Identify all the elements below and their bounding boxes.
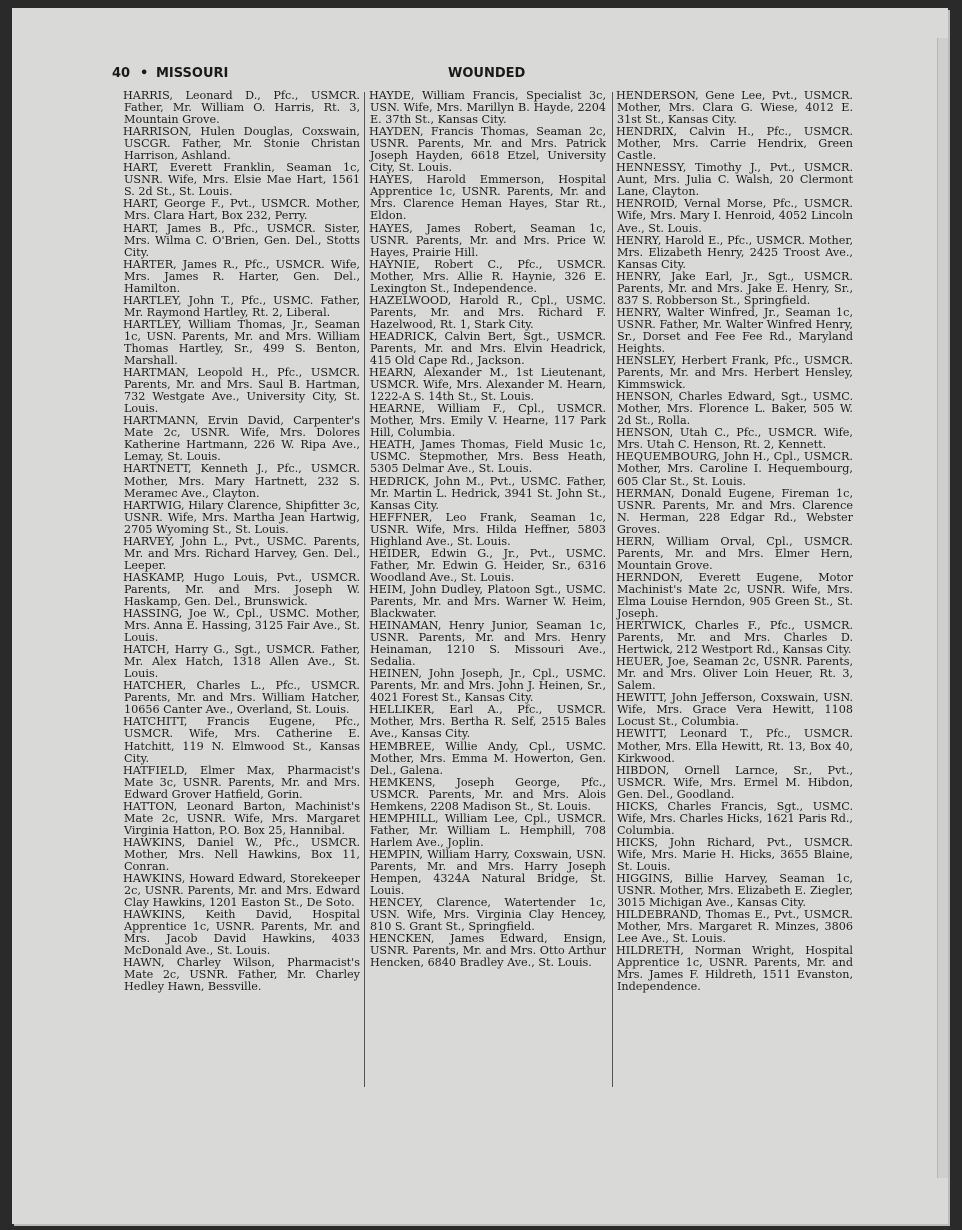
list-item: HEQUEMBOURG, John H., Cpl., USMCR. Mother, Mrs. Caroline I. Hequembourg, 605 Clar St., St. Louis.	[616, 450, 853, 488]
list-item: HILDRETH, Norman Wright, Hospital Apprentice 1c, USNR. Parents, Mr. and Mrs. James F. Hildreth, 1511 Evanston, Independence.	[616, 944, 853, 994]
list-item: HAWKINS, Daniel W., Pfc., USMCR. Mother, Mrs. Nell Hawkins, Box 11, Conran.	[123, 835, 360, 873]
list-item: HEMKENS, Joseph George, Pfc., USMCR. Parents, Mr. and Mrs. Alois Hemkens, 2208 Madison St., St. Louis.	[369, 775, 606, 813]
list-item: HICKS, Charles Francis, Sgt., USMC. Wife, Mrs. Charles Hicks, 1621 Paris Rd., Columbia.	[616, 799, 853, 837]
list-item: HATCHER, Charles L., Pfc., USMCR. Parents, Mr. and Mrs. William Hatcher, 10656 Canter Ave., Overland, St. Louis.	[123, 679, 360, 717]
list-item: HEINEN, John Joseph, Jr., Cpl., USMC. Parents, Mr. and Mrs. John J. Heinen, Sr., 4021 Forest St., Kansas City.	[369, 667, 606, 705]
list-item: HEADRICK, Calvin Bert, Sgt., USMCR. Parents, Mr. and Mrs. Elvin Headrick, 415 Old Cape Rd., Jackson.	[369, 329, 606, 368]
list-item: HEMPHILL, William Lee, Cpl., USMCR. Father, Mr. William L. Hemphill, 708 Harlem Ave., Joplin.	[369, 811, 606, 849]
list-item: HARRIS, Leonard D., Pfc., USMCR. Father, Mr. William O. Harris, Rt. 3, Mountain Grove.	[123, 89, 360, 127]
column-3	[617, 90, 853, 994]
list-item: HEMBREE, Willie Andy, Cpl., USMC. Mother, Mrs. Emma M. Howerton, Gen. Del., Galena.	[369, 739, 606, 777]
list-item: HENNESSY, Timothy J., Pvt., USMCR. Aunt, Mrs. Julia C. Walsh, 20 Clermont Lane, Clayton.	[616, 161, 853, 199]
list-item: HATTON, Leonard Barton, Machinist's Mate 2c, USNR. Wife, Mrs. Margaret Virginia Hatton, P.O. Box 25, Hannibal.	[123, 799, 360, 837]
column-divider	[612, 92, 613, 1087]
list-item: HICKS, John Richard, Pvt., USMCR. Wife, Mrs. Marie H. Hicks, 3655 Blaine, St. Louis.	[616, 835, 853, 873]
list-item: HENSON, Utah C., Pfc., USMCR. Wife, Mrs. Utah C. Henson, Rt. 2, Kennett.	[616, 426, 853, 452]
list-item: HARTMANN, Ervin David, Carpenter's Mate 2c, USNR. Wife, Mrs. Dolores Katherine Hartmann, 226 W. Ripa Ave., Lemay, St. Louis.	[123, 414, 360, 464]
list-item: HENRY, Walter Winfred, Jr., Seaman 1c, USNR. Father, Mr. Walter Winfred Henry, Sr., Dorset and Fee Fee Rd., Maryland Heights.	[616, 305, 853, 355]
list-item: HEUER, Joe, Seaman 2c, USNR. Parents, Mr. and Mrs. Oliver Loin Heuer, Rt. 3, Salem.	[616, 655, 853, 693]
column-divider	[364, 92, 365, 1087]
list-item: HAWKINS, Howard Edward, Storekeeper 2c, USNR. Parents, Mr. and Mrs. Edward Clay Hawkins, 1201 Easton St., De Soto.	[123, 872, 360, 910]
list-item: HENCKEN, James Edward, Ensign, USNR. Parents, Mr. and Mrs. Otto Arthur Hencken, 6840 Bradley Ave., St. Louis.	[369, 932, 606, 970]
header-section: WOUNDED	[448, 66, 526, 81]
list-item: HARVEY, John L., Pvt., USMC. Parents, Mr. and Mrs. Richard Harvey, Gen. Del., Leeper.	[123, 534, 360, 572]
list-item: HARTLEY, John T., Pfc., USMC. Father, Mr. Raymond Hartley, Rt. 2, Liberal.	[123, 293, 360, 319]
list-item: HENCEY, Clarence, Watertender 1c, USN. Wife, Mrs. Virginia Clay Hencey, 810 S. Grant St., Springfield.	[369, 896, 606, 934]
list-item: HERMAN, Donald Eugene, Fireman 1c, USNR. Parents, Mr. and Mrs. Clarence N. Herman, 228 Edgar Rd., Webster Groves.	[616, 486, 853, 536]
column-1	[124, 90, 360, 994]
list-item: HAYDE, William Francis, Specialist 3c, USN. Wife, Mrs. Marillyn B. Hayde, 2204 E. 37th St., Kansas City.	[369, 89, 606, 127]
list-item: HENDERSON, Gene Lee, Pvt., USMCR. Mother, Mrs. Clara G. Wiese, 4012 E. 31st St., Kansas City.	[616, 89, 853, 127]
list-item: HATFIELD, Elmer Max, Pharmacist's Mate 3c, USNR. Parents, Mr. and Mrs. Edward Grover Hatfield, Gorin.	[123, 763, 360, 801]
list-item: HATCHITT, Francis Eugene, Pfc., USMCR. Wife, Mrs. Catherine E. Hatchitt, 119 N. Elmwood St., Kansas City.	[123, 715, 360, 765]
list-item: HARTLEY, William Thomas, Jr., Seaman 1c, USN. Parents, Mr. and Mrs. William Thomas Hartley, Sr., 499 S. Benton, Marshall.	[123, 317, 360, 368]
list-item: HEWITT, Leonard T., Pfc., USMCR. Mother, Mrs. Ella Hewitt, Rt. 13, Box 40, Kirkwood.	[616, 727, 853, 765]
list-item: HEFFNER, Leo Frank, Seaman 1c, USNR. Wife, Mrs. Hilda Heffner, 5803 Highland Ave., St. Louis.	[369, 510, 606, 548]
list-item: HATCH, Harry G., Sgt., USMCR. Father, Mr. Alex Hatch, 1318 Allen Ave., St. Louis.	[123, 643, 360, 681]
list-item: HARTWIG, Hilary Clarence, Shipfitter 3c, USNR. Wife, Mrs. Martha Jean Hartwig, 2705 Wyoming St., St. Louis.	[123, 498, 360, 536]
list-item: HEIDER, Edwin G., Jr., Pvt., USMC. Father, Mr. Edwin G. Heider, Sr., 6316 Woodland Ave., St. Louis.	[369, 546, 606, 584]
list-item: HAYES, Harold Emmerson, Hospital Apprentice 1c, USNR. Parents, Mr. and Mrs. Clarence Heman Hayes, Star Rt., Eldon.	[369, 173, 606, 223]
list-item: HENRY, Jake Earl, Jr., Sgt., USMCR. Parents, Mr. and Mrs. Jake E. Henry, Sr., 837 S. Robberson St., Springfield.	[616, 269, 853, 307]
list-item: HEDRICK, John M., Pvt., USMC. Father, Mr. Martin L. Hedrick, 3941 St. John St., Kansas City.	[369, 474, 606, 512]
header-state: MISSOURI	[156, 66, 229, 81]
list-item: HENRY, Harold E., Pfc., USMCR. Mother, Mrs. Elizabeth Henry, 2425 Troost Ave., Kansas City.	[616, 233, 853, 271]
list-item: HERTWICK, Charles F., Pfc., USMCR. Parents, Mr. and Mrs. Charles D. Hertwick, 212 Westport Rd., Kansas City.	[616, 619, 853, 657]
list-item: HEIM, John Dudley, Platoon Sgt., USMC. Parents, Mr. and Mrs. Warner W. Heim, Blackwater.	[369, 582, 606, 621]
list-item: HEINAMAN, Henry Junior, Seaman 1c, USNR. Parents, Mr. and Mrs. Henry Heinaman, 1210 S. Missouri Ave., Sedalia.	[369, 619, 606, 669]
list-item: HENSLEY, Herbert Frank, Pfc., USMCR. Parents, Mr. and Mrs. Herbert Hensley, Kimmswick.	[616, 354, 853, 392]
list-item: HEARN, Alexander M., 1st Lieutenant, USMCR. Wife, Mrs. Alexander M. Hearn, 1222-A S. 14th St., St. Louis.	[369, 366, 606, 404]
list-item: HENDRIX, Calvin H., Pfc., USMCR. Mother, Mrs. Carrie Hendrix, Green Castle.	[616, 125, 853, 163]
list-item: HARRISON, Hulen Douglas, Coxswain, USCGR. Father, Mr. Stonie Christan Harrison, Ashland.	[123, 125, 360, 163]
page-edge	[937, 38, 948, 1178]
list-item: HART, James B., Pfc., USMCR. Sister, Mrs. Wilma C. O'Brien, Gen. Del., Stotts City.	[123, 221, 360, 259]
list-item: HENSON, Charles Edward, Sgt., USMC. Mother, Mrs. Florence L. Baker, 505 W. 2d St., Rolla.	[616, 390, 853, 428]
list-item: HAYNIE, Robert C., Pfc., USMCR. Mother, Mrs. Allie R. Haynie, 326 E. Lexington St., Independence.	[369, 257, 606, 295]
header-bullet: •	[140, 66, 149, 81]
list-item: HART, Everett Franklin, Seaman 1c, USNR. Wife, Mrs. Elsie Mae Hart, 1561 S. 2d St., St. Louis.	[123, 161, 360, 199]
page-header	[112, 66, 852, 84]
list-item: HARTER, James R., Pfc., USMCR. Wife, Mrs. James R. Harter, Gen. Del., Hamilton.	[123, 257, 360, 295]
list-item: HAZELWOOD, Harold R., Cpl., USMC. Parents, Mr. and Mrs. Richard F. Hazelwood, Rt. 1, Stark City.	[369, 293, 606, 331]
list-item: HEWITT, John Jefferson, Coxswain, USN. Wife, Mrs. Grace Vera Hewitt, 1108 Locust St., Columbia.	[616, 691, 853, 729]
list-item: HEMPIN, William Harry, Coxswain, USN. Parents, Mr. and Mrs. Harry Joseph Hempen, 4324A Natural Bridge, St. Louis.	[369, 847, 606, 898]
list-item: HAYES, James Robert, Seaman 1c, USNR. Parents, Mr. and Mrs. Price W. Hayes, Prairie Hill.	[369, 221, 606, 259]
list-item: HAWN, Charley Wilson, Pharmacist's Mate 2c, USNR. Father, Mr. Charley Hedley Hawn, Bessville.	[123, 956, 360, 994]
list-item: HEATH, James Thomas, Field Music 1c, USMC. Stepmother, Mrs. Bess Heath, 5305 Delmar Ave., St. Louis.	[369, 438, 606, 476]
list-item: HASSING, Joe W., Cpl., USMC. Mother, Mrs. Anna E. Hassing, 3125 Fair Ave., St. Louis.	[123, 607, 360, 645]
list-item: HARTNETT, Kenneth J., Pfc., USMCR. Mother, Mrs. Mary Hartnett, 232 S. Meramec Ave., Clayton.	[123, 462, 360, 500]
list-item: HEARNE, William F., Cpl., USMCR. Mother, Mrs. Emily V. Hearne, 117 Park Hill, Columbia.	[369, 402, 606, 440]
list-item: HAWKINS, Keith David, Hospital Apprentice 1c, USNR. Parents, Mr. and Mrs. Jacob David Hawkins, 4033 McDonald Ave., St. Louis.	[123, 908, 360, 958]
page-number: 40	[112, 66, 131, 81]
list-item: HAYDEN, Francis Thomas, Seaman 2c, USNR. Parents, Mr. and Mrs. Patrick Joseph Hayden, 6618 Etzel, University City, St. Louis.	[369, 125, 606, 175]
list-item: HASKAMP, Hugo Louis, Pvt., USMCR. Parents, Mr. and Mrs. Joseph W. Haskamp, Gen. Del., Brunswick.	[123, 570, 360, 608]
list-item: HART, George F., Pvt., USMCR. Mother, Mrs. Clara Hart, Box 232, Perry.	[123, 197, 360, 223]
list-item: HILDEBRAND, Thomas E., Pvt., USMCR. Mother, Mrs. Margaret R. Minzes, 3806 Lee Ave., St. Louis.	[616, 908, 853, 946]
list-item: HERN, William Orval, Cpl., USMCR. Parents, Mr. and Mrs. Elmer Hern, Mountain Grove.	[616, 534, 853, 572]
list-item: HARTMAN, Leopold H., Pfc., USMCR. Parents, Mr. and Mrs. Saul B. Hartman, 732 Westgate Ave., University City, St. Louis.	[123, 366, 360, 416]
list-item: HERNDON, Everett Eugene, Motor Machinist's Mate 2c, USNR. Wife, Mrs. Elma Louise Herndon, 905 Green St., St. Joseph.	[616, 570, 853, 621]
column-2	[370, 90, 606, 969]
list-item: HIBDON, Ornell Larnce, Sr., Pvt., USMCR. Wife, Mrs. Ermel M. Hibdon, Gen. Del., Goodland.	[616, 763, 853, 801]
list-item: HENROID, Vernal Morse, Pfc., USMCR. Wife, Mrs. Mary I. Henroid, 4052 Lincoln Ave., St. Louis.	[616, 197, 853, 235]
list-item: HIGGINS, Billie Harvey, Seaman 1c, USNR. Mother, Mrs. Elizabeth E. Ziegler, 3015 Michigan Ave., Kansas City.	[616, 872, 853, 910]
list-item: HELLIKER, Earl A., Pfc., USMCR. Mother, Mrs. Bertha R. Self, 2515 Bales Ave., Kansas City.	[369, 703, 606, 741]
